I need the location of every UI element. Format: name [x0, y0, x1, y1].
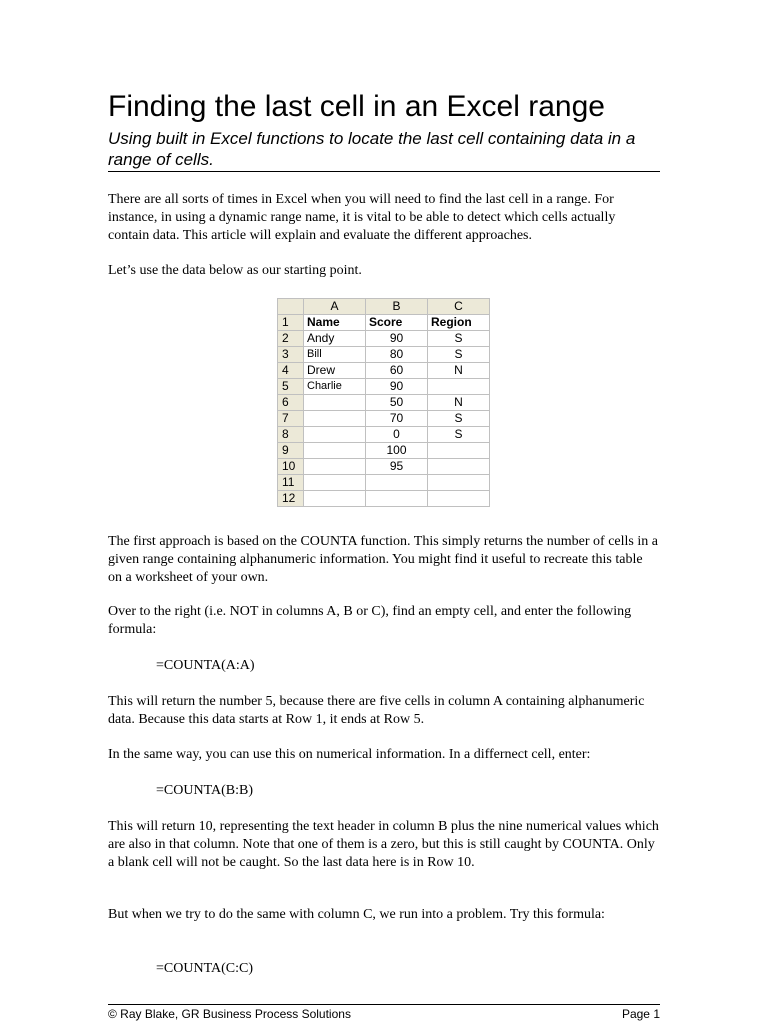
cell-b: 60 [366, 363, 428, 379]
page-number: Page 1 [621, 1007, 660, 1021]
cell-c [428, 491, 490, 507]
cell-a [304, 475, 366, 491]
table-row [278, 347, 490, 363]
table-row [278, 443, 490, 459]
formula-counta-b: =COUNTA(B:B) [156, 783, 253, 798]
document-title: Finding the last cell in an Excel range [108, 90, 605, 123]
paragraph-intro: There are all sorts of times in Excel when you will need to find the last cell in a range. For instance, in using a dynamic range name, it is vital to be able to detect which cells actually contain data. This article will explain and evaluate the different approaches. [108, 192, 616, 243]
column-header-b: B [366, 299, 428, 315]
paragraph-instructions: Over to the right (i.e. NOT in columns A, B or C), find an empty cell, and enter the following formula: [108, 604, 632, 637]
paragraph-numerical: In the same way, you can use this on numerical information. In a differnect cell, enter: [108, 747, 591, 762]
cell-c: S [428, 427, 490, 443]
cell-c: S [428, 331, 490, 347]
footer-copyright: © Ray Blake, GR Business Process Solutions [108, 1007, 351, 1021]
row-header: 2 [278, 331, 304, 347]
cell-b: Score [366, 315, 428, 331]
row-header: 11 [278, 475, 304, 491]
spreadsheet-table [277, 298, 490, 507]
table-row [278, 491, 490, 507]
title-divider [108, 171, 660, 172]
paragraph-result-a: This will return the number 5, because there are five cells in column A containing alphanumeric data. Because this data starts at Row 1, it ends at Row 5. [108, 694, 645, 727]
footer-divider [108, 1004, 660, 1005]
table-row [278, 379, 490, 395]
cell-c: S [428, 347, 490, 363]
cell-c [428, 459, 490, 475]
cell-c: S [428, 411, 490, 427]
cell-a: Drew [304, 363, 366, 379]
formula-counta-a: =COUNTA(A:A) [156, 658, 255, 673]
cell-c: N [428, 395, 490, 411]
row-header: 7 [278, 411, 304, 427]
row-header: 5 [278, 379, 304, 395]
cell-b: 70 [366, 411, 428, 427]
cell-b [366, 491, 428, 507]
paragraph-column-c: But when we try to do the same with column C, we run into a problem. Try this formula: [108, 907, 605, 922]
row-header: 12 [278, 491, 304, 507]
paragraph-counta-intro: The first approach is based on the COUNTA function. This simply returns the number of cells in a given range containing alphanumeric information. You might find it useful to recreate this table on a worksheet of your own. [108, 534, 658, 585]
cell-b: 50 [366, 395, 428, 411]
cell-a [304, 427, 366, 443]
document-subtitle: Using built in Excel functions to locate the last cell containing data in a range of cells. [108, 129, 636, 169]
cell-a: Charlie [304, 379, 366, 395]
table-row [278, 331, 490, 347]
cell-c: N [428, 363, 490, 379]
cell-b: 0 [366, 427, 428, 443]
cell-c [428, 379, 490, 395]
table-row [278, 411, 490, 427]
cell-b: 90 [366, 331, 428, 347]
paragraph-starting-point: Let’s use the data below as our starting point. [108, 263, 362, 278]
cell-b: 95 [366, 459, 428, 475]
row-header: 6 [278, 395, 304, 411]
table-row [278, 459, 490, 475]
table-row [278, 427, 490, 443]
cell-b: 80 [366, 347, 428, 363]
cell-c [428, 443, 490, 459]
cell-b [366, 475, 428, 491]
table-row [278, 363, 490, 379]
cell-a: Name [304, 315, 366, 331]
table-row [278, 315, 490, 331]
cell-a [304, 395, 366, 411]
cell-b: 90 [366, 379, 428, 395]
row-header: 4 [278, 363, 304, 379]
spreadsheet-header-row [278, 299, 490, 315]
formula-counta-c: =COUNTA(C:C) [156, 961, 253, 976]
cell-c [428, 475, 490, 491]
cell-b: 100 [366, 443, 428, 459]
column-header-a: A [304, 299, 366, 315]
row-header: 9 [278, 443, 304, 459]
column-header-c: C [428, 299, 490, 315]
cell-a: Bill [304, 347, 366, 363]
paragraph-result-b: This will return 10, representing the text header in column B plus the nine numerical values which are also in that column. Note that one of them is a zero, but this is still caught by COUNTA. Only a blank cell will not be caught. So the last data here is in Row 10. [108, 819, 659, 870]
table-row [278, 475, 490, 491]
cell-a: Andy [304, 331, 366, 347]
cell-a [304, 443, 366, 459]
row-header: 10 [278, 459, 304, 475]
row-header: 1 [278, 315, 304, 331]
cell-a [304, 459, 366, 475]
cell-a [304, 491, 366, 507]
row-header: 8 [278, 427, 304, 443]
row-header: 3 [278, 347, 304, 363]
cell-a [304, 411, 366, 427]
cell-c: Region [428, 315, 490, 331]
corner-cell [278, 299, 304, 315]
table-row [278, 395, 490, 411]
